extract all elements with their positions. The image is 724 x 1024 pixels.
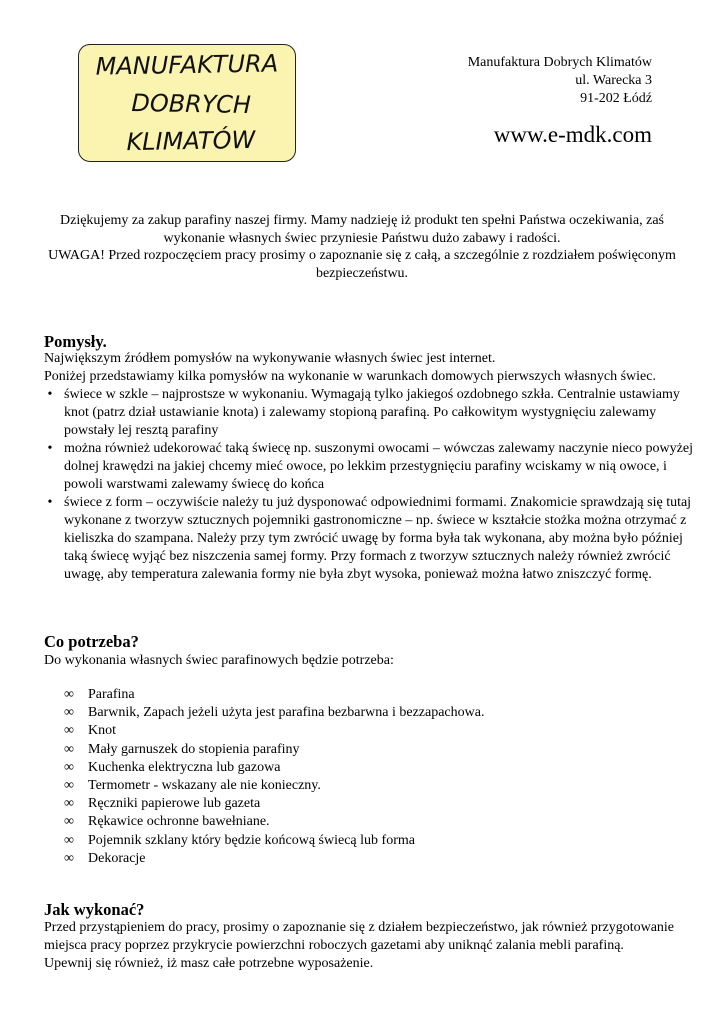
list-item — [64, 722, 484, 740]
bullet-dot: • — [47, 441, 53, 456]
list-item — [64, 759, 484, 777]
logo-line-1: MANUFAKTURA — [95, 49, 279, 81]
list-item — [64, 686, 484, 704]
infinity-bullet: ∞ — [64, 705, 74, 721]
list-item — [64, 777, 484, 795]
company-logo — [78, 44, 296, 162]
needs-heading: Co potrzeba? — [44, 632, 139, 651]
ideas-heading: Pomysły. — [44, 332, 107, 351]
list-item — [44, 440, 694, 494]
list-item-text: Pojemnik szklany który będzie końcową świecą lub forma — [88, 832, 415, 848]
list-item-text: świece z form – oczywiście należy tu już dysponować odpowiednimi formami. Znakomicie sprawdzają się tutaj wykonane z tworzyw sztucznych pojemniki gastronomiczne – np. świece w kształcie stożka można otrzymać z kieliszka do szampana. Należy przy tym zwrócić uwagę by forma była tak wykonana, aby można było później taką świecę wyjąć bez niszczenia samej formy. Przy formach z tworzyw sztucznych należy również zwrócić uwagę, aby temperatura zalewania formy nie była zbyt wysoka, ponieważ można łatwo zniszczyć formę. — [64, 495, 692, 582]
howto-paragraph-2: Upewnij się również, iż masz całe potrzebne wyposażenie. — [44, 956, 374, 971]
howto-paragraph-1: Przed przystąpieniem do pracy, prosimy o zapoznanie się z działem bezpieczeństwo, jak również przygotowanie miejsca pracy poprzez przykrycie powierzchni roboczych gazetami aby uniknąć zalania mebli parafiną. — [44, 920, 675, 953]
list-item — [44, 494, 694, 584]
ideas-paragraph-1: Największym źródłem pomysłów na wykonywanie własnych świec jest internet. — [44, 351, 496, 366]
needs-intro: Do wykonania własnych świec parafinowych będzie potrzeba: — [44, 653, 394, 668]
bullet-dot: • — [47, 495, 53, 510]
logo-line-2: DOBRYCH — [131, 88, 252, 120]
list-item — [64, 832, 484, 850]
list-item — [64, 741, 484, 759]
infinity-bullet: ∞ — [64, 759, 74, 775]
logo-lettering — [79, 45, 295, 161]
infinity-bullet: ∞ — [64, 796, 74, 812]
intro-thanks: Dziękujemy za zakup parafiny naszej firmy. Mamy nadzieję iż produkt ten spełni Państwa oczekiwania, zaś wykonanie własnych świec przyniesie Państwu dużo zabawy i radości. — [60, 213, 664, 246]
list-item-text: Knot — [88, 723, 116, 739]
list-item-text: Rękawice ochronne bawełniane. — [88, 814, 270, 830]
list-item-text: Kuchenka elektryczna lub gazowa — [88, 759, 281, 775]
company-street: ul. Warecka 3 — [575, 73, 652, 88]
infinity-bullet: ∞ — [64, 778, 74, 794]
infinity-bullet: ∞ — [64, 723, 74, 739]
list-item — [64, 704, 484, 722]
list-item-text: Barwnik, Zapach jeżeli użyta jest parafina bezbarwna i bezzapachowa. — [88, 705, 485, 721]
ideas-list — [44, 386, 694, 584]
list-item-text: Termometr - wskazany ale nie konieczny. — [88, 778, 321, 794]
list-item-text: Ręczniki papierowe lub gazeta — [88, 796, 261, 812]
company-name: Manufaktura Dobrych Klimatów — [467, 55, 652, 70]
list-item-text: Mały garnuszek do stopienia parafiny — [88, 741, 300, 757]
company-city: 91-202 Łódź — [580, 91, 652, 106]
infinity-bullet: ∞ — [64, 832, 74, 848]
company-address — [468, 54, 652, 149]
ideas-body — [44, 350, 694, 584]
company-website-link[interactable]: www.e-mdk.com — [493, 122, 652, 147]
intro-text — [44, 212, 680, 282]
list-item-text: Parafina — [88, 687, 135, 702]
list-item — [64, 850, 484, 868]
infinity-bullet: ∞ — [64, 687, 74, 702]
logo-line-3: KLIMATÓW — [126, 125, 256, 157]
bullet-dot: • — [47, 387, 53, 402]
ideas-paragraph-2: Poniżej przedstawiamy kilka pomysłów na wykonanie w warunkach domowych pierwszych własnych świec. — [44, 369, 656, 384]
howto-heading: Jak wykonać? — [44, 900, 145, 919]
list-item — [64, 795, 484, 813]
list-item — [44, 386, 694, 440]
list-item-text: można również udekorować taką świecę np. suszonymi owocami – wówczas zalewamy naczynie nieco powyżej dolnej krawędzi na jakiej chcemy mieć owoce, po lekkim przestygnięciu parafiny wciskamy w nią owoce, i powoli warstwami zalewamy świecę do końca — [64, 441, 693, 492]
list-item — [64, 813, 484, 831]
list-item-text: świece w szkle – najprostsze w wykonaniu. Wymagają tylko jakiegoś ozdobnego szkła. Centralnie ustawiamy knot (patrz dział ustawianie knota) i zalewamy stopioną parafiną. Po całkowitym wystygnięciu zalewamy powstały lej resztą parafiny — [64, 387, 680, 438]
howto-body — [44, 919, 694, 973]
infinity-bullet: ∞ — [64, 814, 74, 830]
needs-list — [64, 686, 484, 868]
infinity-bullet: ∞ — [64, 850, 74, 866]
infinity-bullet: ∞ — [64, 741, 74, 757]
list-item-text: Dekoracje — [88, 850, 146, 866]
intro-warning: UWAGA! Przed rozpoczęciem pracy prosimy o zapoznanie się z całą, a szczególnie z rozdziałem poświęconym bezpieczeństwu. — [48, 248, 676, 281]
